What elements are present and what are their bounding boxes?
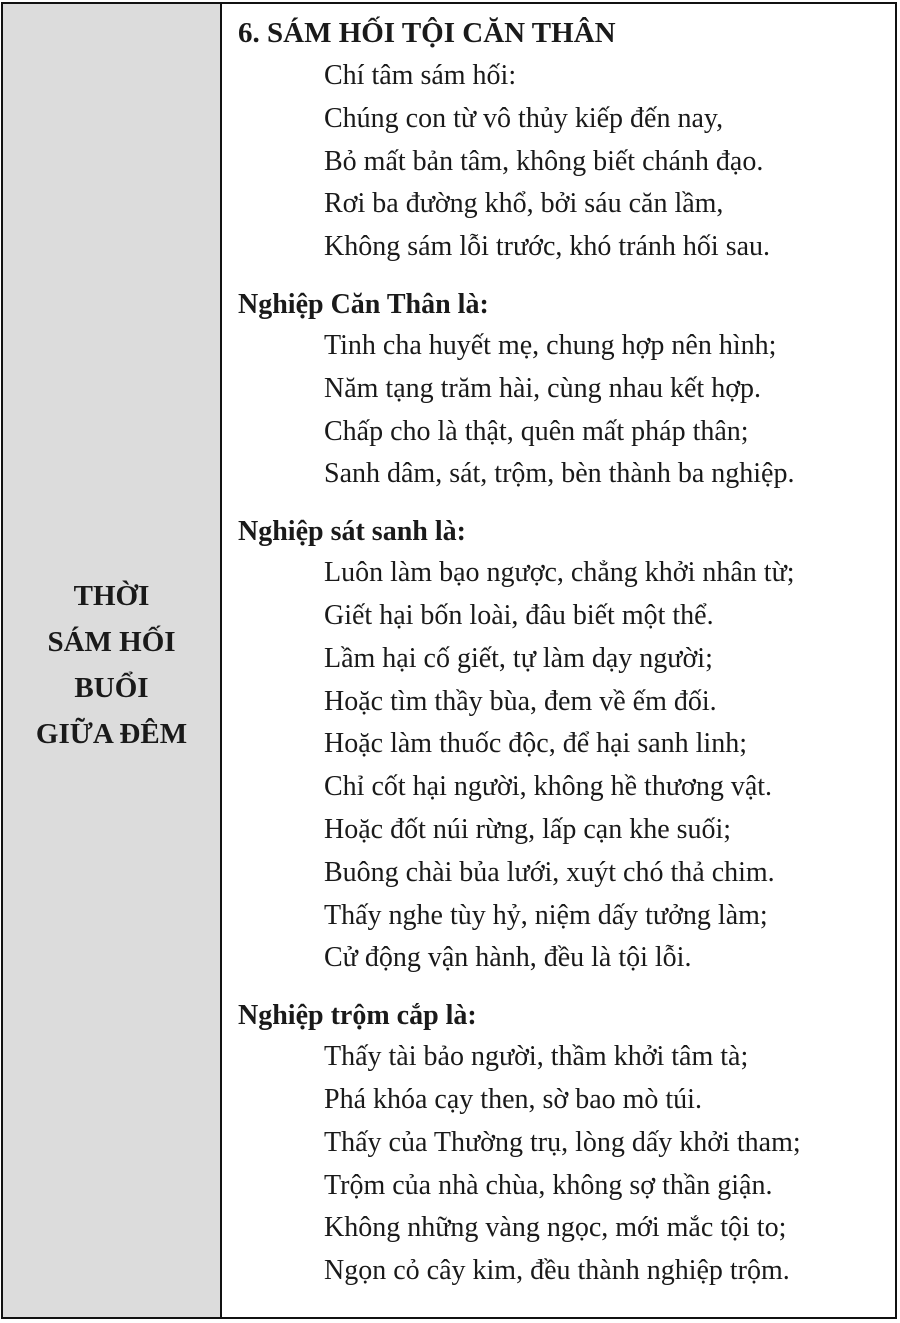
verse-line: Chỉ cốt hại người, không hề thương vật. xyxy=(324,771,773,803)
verse-line: Buông chài bủa lưới, xuýt chó thả chim. xyxy=(324,856,775,888)
text-column xyxy=(222,4,895,1317)
verse-line: Chấp cho là thật, quên mất pháp thân; xyxy=(324,415,749,447)
verse-line: Chí tâm sám hối: xyxy=(324,60,517,91)
section-title: 6. SÁM HỐI TỘI CĂN THÂN xyxy=(238,17,616,49)
side-label-line: BUỔI xyxy=(74,671,149,704)
subsection-heading: Nghiệp sát sanh là: xyxy=(238,516,466,548)
liturgy-table xyxy=(1,2,897,1319)
verse-line: Hoặc làm thuốc độc, để hại sanh linh; xyxy=(324,728,747,760)
section-stealing-karma xyxy=(238,996,895,1293)
verse-line: Trộm của nhà chùa, không sợ thần giận. xyxy=(324,1169,773,1201)
verse-line: Chúng con từ vô thủy kiếp đến nay, xyxy=(324,102,724,134)
verse-line: Thấy tài bảo người, thầm khởi tâm tà; xyxy=(324,1041,749,1073)
side-label-line: SÁM HỐI xyxy=(47,625,176,658)
subsection-heading: Nghiệp trộm cắp là: xyxy=(238,1000,477,1032)
verse-line: Ngọn cỏ cây kim, đều thành nghiệp trộm. xyxy=(324,1255,790,1287)
verse-line: Thấy nghe tùy hỷ, niệm dấy tưởng làm; xyxy=(324,899,768,931)
verse-line: Rơi ba đường khổ, bởi sáu căn lầm, xyxy=(324,188,724,220)
verse-line: Bỏ mất bản tâm, không biết chánh đạo. xyxy=(324,145,764,177)
section-killing-karma xyxy=(238,512,895,980)
verse-line: Cử động vận hành, đều là tội lỗi. xyxy=(324,942,692,974)
verse-line: Phá khóa cạy then, sờ bao mò túi. xyxy=(324,1083,702,1115)
side-label-line: GIỮA ĐÊM xyxy=(35,717,188,750)
verse-line: Giết hại bốn loài, đâu biết một thể. xyxy=(324,599,714,631)
verse-line: Sanh dâm, sát, trộm, bèn thành ba nghiệp. xyxy=(324,458,795,490)
verse-line: Thấy của Thường trụ, lòng dấy khởi tham; xyxy=(324,1126,801,1158)
verse-line: Tinh cha huyết mẹ, chung hợp nên hình; xyxy=(324,329,777,361)
side-label-line: THỜI xyxy=(73,579,150,612)
section-body-karma xyxy=(238,285,895,496)
verse-line: Hoặc tìm thầy bùa, đem về ếm đối. xyxy=(324,685,717,717)
verse-line: Lầm hại cố giết, tự làm dạy người; xyxy=(324,642,713,674)
verse-line: Hoặc đốt núi rừng, lấp cạn khe suối; xyxy=(324,813,732,845)
verse-line: Luôn làm bạo ngược, chẳng khởi nhân từ; xyxy=(324,557,795,589)
intro-verses xyxy=(238,55,895,269)
side-label-column xyxy=(3,4,222,1317)
verse-line: Không sám lỗi trước, khó tránh hối sau. xyxy=(324,231,771,263)
verse-line: Không những vàng ngọc, mới mắc tội to; xyxy=(324,1212,787,1244)
verse-line: Năm tạng trăm hài, cùng nhau kết hợp. xyxy=(324,372,762,404)
subsection-heading: Nghiệp Căn Thân là: xyxy=(238,288,489,320)
